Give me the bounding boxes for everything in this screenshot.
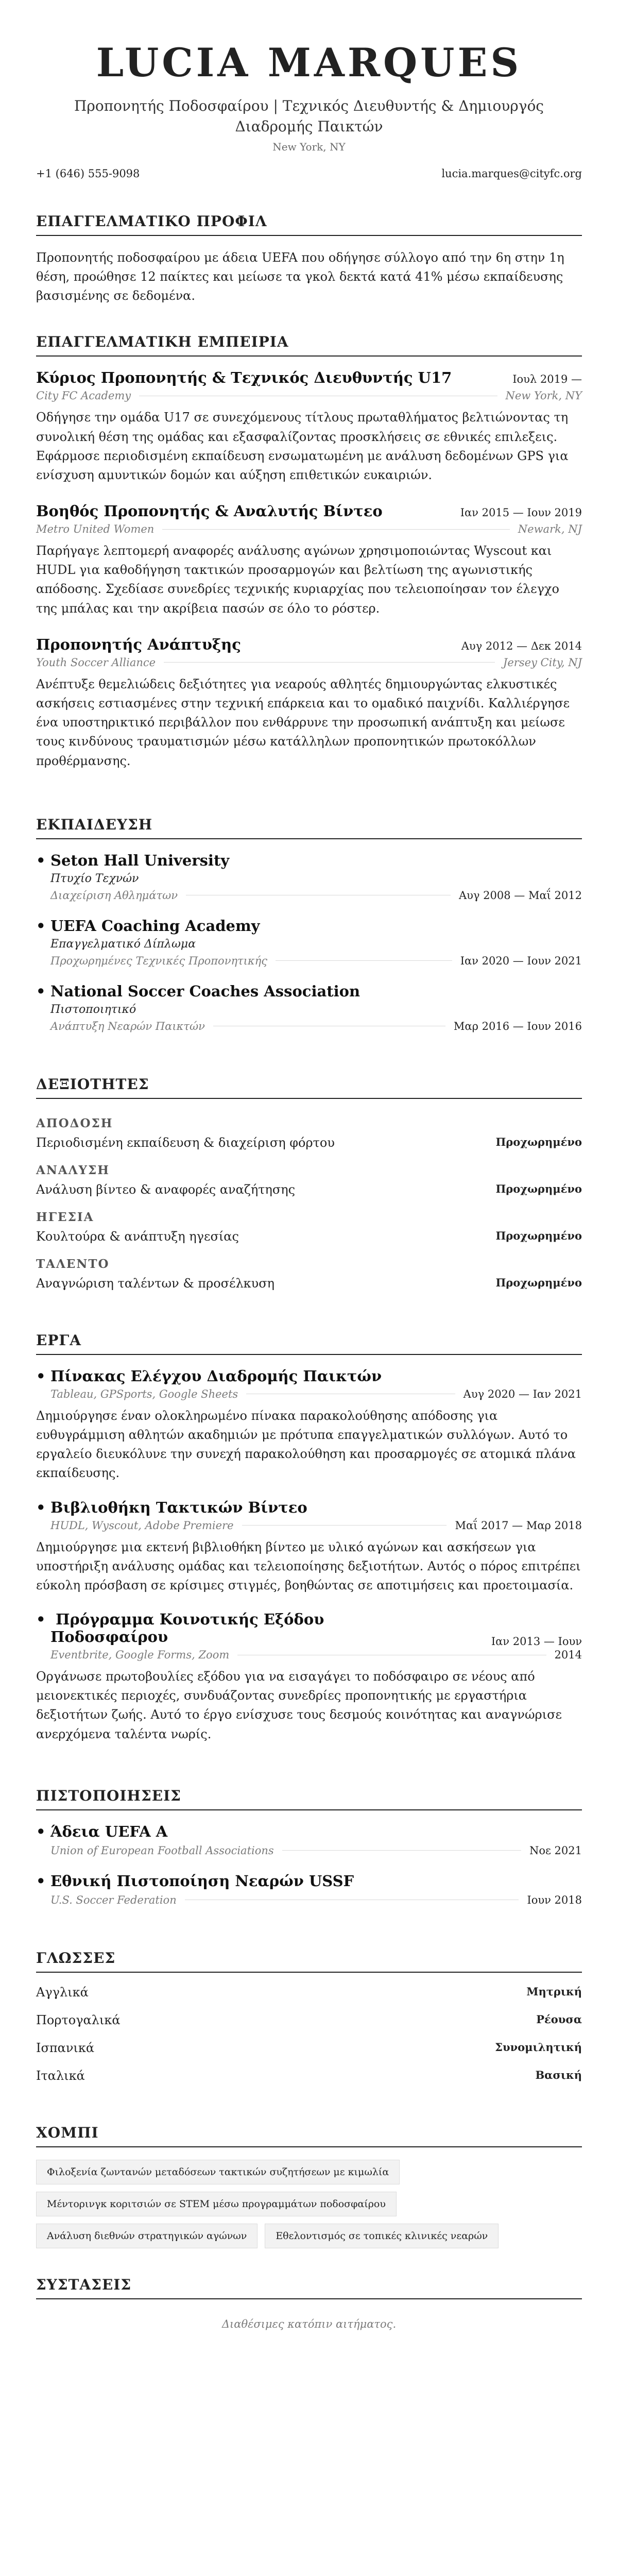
language-level: Ρέουσα xyxy=(536,2012,582,2026)
degree: Πιστοποιητικό xyxy=(50,1003,136,1016)
project-name: • Πίνακας Ελέγχου Διαδρομής Παικτών xyxy=(36,1367,382,1385)
language-row xyxy=(36,2013,582,2027)
languages-section xyxy=(36,1935,582,2110)
job-title: Βοηθός Προπονητής & Αναλυτής Βίντεο xyxy=(36,502,383,520)
project-description: Δημιούργησε έναν ολοκληρωμένο πίνακα παρακολούθησης απόδοσης για ευθυγράμμιση αθλητών ακαδημιών με πρότυπα επαγγελματικών συλλόγων. Αυτό το εργαλείο διευκόλυνε την συνεχή παρακολούθηση και προσαρμογές σε ατομικά πλάνα εκπαίδευσης. xyxy=(36,1408,576,1481)
job-organization: City FC Academy xyxy=(36,389,131,402)
certification-issuer: Union of European Football Associations xyxy=(50,1844,274,1857)
experience-section xyxy=(36,319,582,801)
language-row xyxy=(36,1985,582,1999)
project-item xyxy=(36,1499,582,1596)
education-item xyxy=(36,852,582,902)
education-item xyxy=(36,982,582,1032)
job-dates: Ιουλ 2019 — xyxy=(512,373,582,386)
skill-category: ΗΓΕΣΙΑ xyxy=(36,1210,94,1224)
language-level: Συνομιλητική xyxy=(495,2040,582,2054)
hobby-chip: Εθελοντισμός σε τοπικές κλινικές νεαρών xyxy=(265,2224,499,2248)
project-dates: Μαΐ 2017 — Μαρ 2018 xyxy=(455,1519,582,1532)
project-item xyxy=(36,1367,582,1483)
project-tech: Tableau, GPSports, Google Sheets xyxy=(50,1387,238,1400)
candidate-location: New York, NY xyxy=(272,140,346,153)
project-dates-cont: 2014 xyxy=(554,1649,582,1662)
hobby-chip: Μέντορινγκ κοριτσιών σε STEM μέσω προγραμμάτων ποδοσφαίρου xyxy=(36,2192,397,2216)
project-tech: HUDL, Wyscout, Adobe Premiere xyxy=(50,1519,234,1532)
references-note: Διαθέσιμες κατόπιν αιτήματος. xyxy=(221,2317,397,2330)
phone-number[interactable]: +1 (646) 555-9098 xyxy=(36,167,140,180)
section-title-education: ΕΚΠΑΙΔΕΥΣΗ xyxy=(36,802,582,839)
resume-header xyxy=(36,41,582,198)
experience-item xyxy=(36,502,582,618)
email-address[interactable]: lucia.marques@cityfc.org xyxy=(441,167,582,180)
certification-name: • Άδεια UEFA A xyxy=(36,1823,582,1840)
skill-row xyxy=(36,1276,582,1291)
degree: Επαγγελματικό Δίπλωμα xyxy=(50,937,196,951)
divider-line xyxy=(242,1525,447,1526)
job-organization: Youth Soccer Alliance xyxy=(36,656,156,669)
job-organization: Metro United Women xyxy=(36,523,154,536)
profile-summary: Προπονητής ποδοσφαίρου με άδεια UEFA που οδήγησε σύλλογο από την 6η στην 1η θέση, προώθησε 12 παίκτες και μείωσε τα γκολ δεκτά κατά 41% μέσω εκπαίδευσης βασισμένης σε δεδομένα. xyxy=(36,250,564,303)
section-title-languages: ΓΛΩΣΣΕΣ xyxy=(36,1935,582,1973)
job-dates: Ιαν 2015 — Ιουν 2019 xyxy=(460,506,582,519)
project-name-line2: Ποδοσφαίρου xyxy=(50,1628,168,1646)
contact-row xyxy=(36,167,582,198)
experience-item xyxy=(36,636,582,771)
divider-line xyxy=(276,960,452,961)
skill-name: Ανάλυση βίντεο & αναφορές αναζήτησης xyxy=(36,1182,296,1197)
divider-line xyxy=(162,529,509,530)
section-title-skills: ΔΕΞΙΟΤΗΤΕΣ xyxy=(36,1061,582,1099)
project-tech: Eventbrite, Google Forms, Zoom xyxy=(50,1649,230,1662)
section-title-hobbies: ΧΟΜΠΙ xyxy=(36,2110,582,2147)
hobby-chip: Ανάλυση διεθνών στρατηγικών αγώνων xyxy=(36,2224,258,2248)
job-title: Κύριος Προπονητής & Τεχνικός Διευθυντής U17 xyxy=(36,369,452,387)
section-title-profile: ΕΠΑΓΓΕΛΜΑΤΙΚΟ ΠΡΟΦΙΛ xyxy=(36,198,582,236)
divider-line xyxy=(164,662,495,663)
education-dates: Αυγ 2008 — Μαΐ 2012 xyxy=(459,889,582,902)
certification-name: • Εθνική Πιστοποίηση Νεαρών USSF xyxy=(36,1872,582,1890)
project-description: Οργάνωσε πρωτοβουλίες εξόδου για να εισαγάγει το ποδόσφαιρο σε νέους από μειονεκτικές περιοχές, συνδυάζοντας συνεδρίες προπονητικής με εργαστήρια δεξιοτήτων ζωής. Αυτό το έργο ενίσχυσε τους δεσμούς κοινότητας και αναγνώρισε ανερχόμενα ταλέντα νωρίς. xyxy=(36,1669,562,1741)
project-name: • Βιβλιοθήκη Τακτικών Βίντεο xyxy=(36,1499,307,1516)
profile-section xyxy=(36,198,582,319)
section-title-projects: ΕΡΓΑ xyxy=(36,1317,582,1355)
certification-item xyxy=(36,1872,582,1906)
experience-item xyxy=(36,369,582,485)
skill-name: Κουλτούρα & ανάπτυξη ηγεσίας xyxy=(36,1229,239,1244)
language-name: Αγγλικά xyxy=(36,1985,89,1999)
education-dates: Ιαν 2020 — Ιουν 2021 xyxy=(460,954,582,967)
certifications-section xyxy=(36,1773,582,1935)
skill-category: ΑΠΟΔΟΣΗ xyxy=(36,1116,113,1130)
education-dates: Μαρ 2016 — Ιουν 2016 xyxy=(453,1020,582,1032)
job-location: Newark, NJ xyxy=(518,523,582,536)
field-of-study: Διαχείριση Αθλημάτων xyxy=(50,889,178,902)
project-dates: Ιαν 2013 — Ιουν xyxy=(491,1635,582,1648)
skill-level: Προχωρημένο xyxy=(495,1182,582,1195)
skill-name: Περιοδισμένη εκπαίδευση & διαχείριση φόρτου xyxy=(36,1135,335,1150)
skill-category: ΤΑΛΕΝΤΟ xyxy=(36,1257,110,1271)
skill-level: Προχωρημένο xyxy=(495,1135,582,1148)
candidate-name: LUCIA MARQUES xyxy=(96,40,522,86)
candidate-headline: Προπονητής Ποδοσφαίρου | Τεχνικός Διευθυντής & Δημιουργός Διαδρομής Παικτών xyxy=(74,97,544,135)
field-of-study: Προχωρημένες Τεχνικές Προπονητικής xyxy=(50,954,268,967)
project-dates: Αυγ 2020 — Ιαν 2021 xyxy=(463,1387,582,1400)
certification-issuer: U.S. Soccer Federation xyxy=(50,1893,177,1906)
job-title: Προπονητής Ανάπτυξης xyxy=(36,635,241,653)
skill-category: ΑΝΑΛΥΣΗ xyxy=(36,1163,110,1177)
language-name: Πορτογαλικά xyxy=(36,2012,121,2027)
language-level: Βασική xyxy=(535,2068,582,2081)
language-name: Ισπανικά xyxy=(36,2040,95,2055)
skill-row xyxy=(36,1182,582,1197)
skill-row xyxy=(36,1229,582,1244)
language-row xyxy=(36,2041,582,2055)
references-section xyxy=(36,2262,582,2344)
certification-item xyxy=(36,1823,582,1857)
education-section xyxy=(36,802,582,1061)
skill-name: Αναγνώριση ταλέντων & προσέλκυση xyxy=(36,1276,275,1291)
field-of-study: Ανάπτυξη Νεαρών Παικτών xyxy=(50,1020,205,1032)
project-description: Δημιούργησε μια εκτενή βιβλιοθήκη βίντεο με υλικό αγώνων και ασκήσεων για υποστήριξη ανάλυσης ομάδας και τελειοποίησης δεξιοτήτων. Αυτός ο πόρος επιτρέπει εύκολη πρόσβαση σε κρίσιμες στιγμές, βοηθώντας σε αποτιμήσεις και προετοιμασία. xyxy=(36,1539,581,1592)
job-description: Ανέπτυξε θεμελιώδεις δεξιότητες για νεαρούς αθλητές δημιουργώντας ελκυστικές ασκήσεις εστιασμένες στην τεχνική επάρκεια και το ομαδικό παιχνίδι. Καλλιέργησε ένα υποστηρικτικό περιβάλλον που ενθάρρυνε την προσωπική ανάπτυξη και μείωσε τους κινδύνους τραυματισμών μέσω κατάλληλων προπονητικών πρωτοκόλλων προθέρμανσης. xyxy=(36,676,570,768)
project-name xyxy=(36,1611,324,1646)
job-description: Οδήγησε την ομάδα U17 σε συνεχόμενους τίτλους πρωταθλήματος βελτιώνοντας τη συνολική θέση της ομάδας και εξασφαλίζοντας προσκλήσεις σε εθνικές επιλεξεις. Εφάρμοσε περιοδισμένη εκπαίδευση ενσωματωμένη με ανάλυση δεδομένων GPS για ενίσχυση αμυντικών δομών και αύξηση επιθετικών ευκαιριών. xyxy=(36,410,569,482)
certification-date: Ιουν 2018 xyxy=(527,1893,582,1906)
hobby-chip-list xyxy=(36,2160,582,2248)
section-title-experience: ΕΠΑΓΓΕΛΜΑΤΙΚΗ ΕΜΠΕΙΡΙΑ xyxy=(36,319,582,357)
skill-level: Προχωρημένο xyxy=(495,1229,582,1242)
divider-line xyxy=(282,1850,521,1851)
skill-level: Προχωρημένο xyxy=(495,1276,582,1289)
project-item xyxy=(36,1611,582,1744)
section-title-certifications: ΠΙΣΤΟΠΟΙΗΣΕΙΣ xyxy=(36,1773,582,1810)
skills-section xyxy=(36,1061,582,1317)
hobbies-section xyxy=(36,2110,582,2262)
hobby-chip: Φιλοξενία ζωντανών μεταδόσεων τακτικών συζητήσεων με κιμωλία xyxy=(36,2160,400,2184)
job-description: Παρήγαγε λεπτομερή αναφορές ανάλυσης αγώνων χρησιμοποιώντας Wyscout και HUDL για καθοδήγηση τακτικών προσαρμογών και βελτίωση της αγωνιστικής απόδοσης. Σχεδίασε συνεδρίες τεχνικής κυριαρχίας που τελειοποίησαν τον έλεγχο της μπάλας και την ακρίβεια πασών σε όλο το ρόστερ. xyxy=(36,544,559,616)
section-title-references: ΣΥΣΤΑΣΕΙΣ xyxy=(36,2262,582,2299)
certification-date: Νοε 2021 xyxy=(529,1844,582,1857)
project-name-line1: Πρόγραμμα Κοινοτικής Εξόδου xyxy=(56,1611,324,1629)
job-location: New York, NY xyxy=(505,389,582,402)
job-dates: Αυγ 2012 — Δεκ 2014 xyxy=(461,639,582,652)
skill-row xyxy=(36,1136,582,1150)
education-item xyxy=(36,917,582,967)
degree: Πτυχίο Τεχνών xyxy=(50,872,139,885)
language-row xyxy=(36,2069,582,2083)
school-name: • UEFA Coaching Academy xyxy=(36,917,582,935)
language-name: Ιταλικά xyxy=(36,2068,85,2083)
school-name: • National Soccer Coaches Association xyxy=(36,982,582,1000)
projects-section xyxy=(36,1317,582,1773)
language-level: Μητρική xyxy=(526,1985,582,1998)
school-name: • Seton Hall University xyxy=(36,852,582,869)
job-location: Jersey City, NJ xyxy=(503,656,582,669)
